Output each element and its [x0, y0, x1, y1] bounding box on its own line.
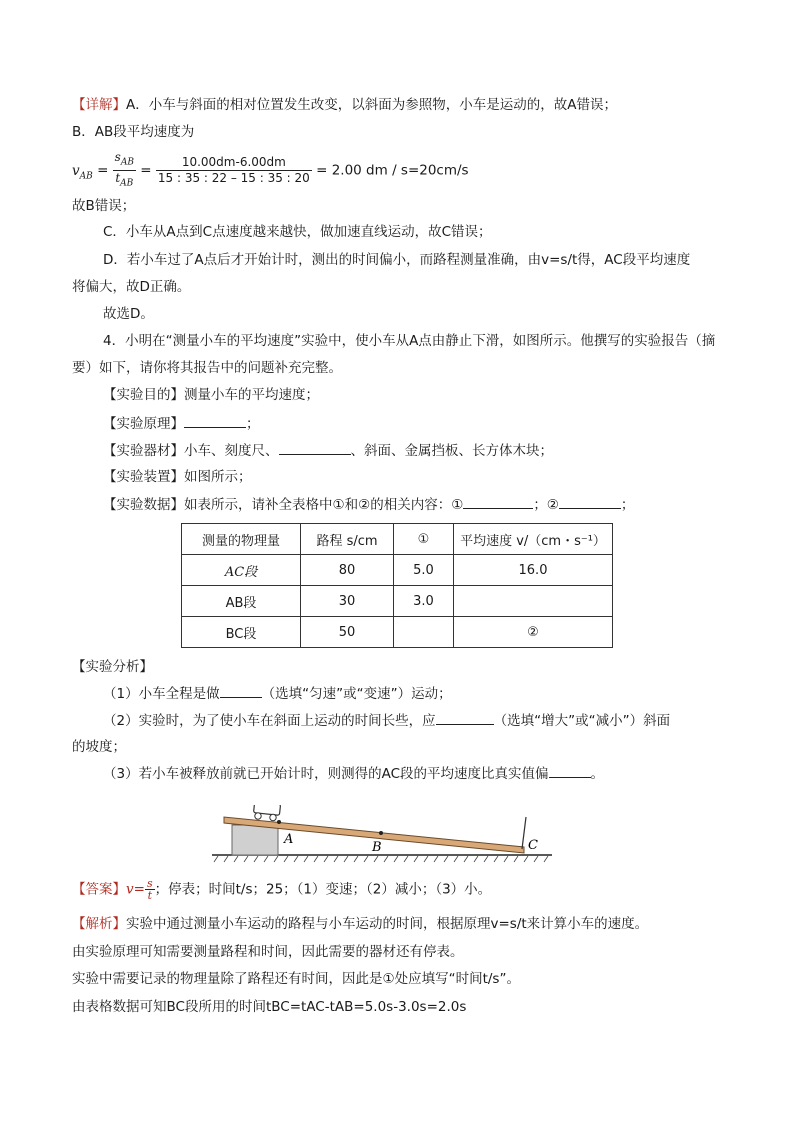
detail-c: C．小车从A点到C点速度越来越快，做加速直线运动，故C错误； [103, 224, 492, 240]
q4-a2-cont: 的坡度； [72, 739, 126, 755]
table-cell: 50 [301, 617, 394, 648]
analysis-l1 [72, 914, 648, 934]
table-cell: BC段 [182, 617, 301, 648]
data-blank-1 [463, 494, 533, 509]
q4-data-line: 【实验数据】如表所示，请补全表格中①和②的相关内容：① ；② ； [103, 494, 634, 515]
table-header: 平均速度 v/（cm・s⁻¹） [454, 524, 613, 555]
formula-result: = 2.00 dm / s=20cm/s [316, 162, 469, 179]
incline-figure [212, 805, 552, 867]
point-a-mark [277, 820, 281, 824]
detail-a [72, 95, 617, 115]
q4-device: 【实验装置】如图所示； [103, 469, 252, 485]
table-cell: 16.0 [454, 555, 613, 586]
a2-blank [436, 710, 494, 725]
a1-blank [220, 683, 262, 698]
q4-principle: 【实验原理】 ； [103, 413, 260, 434]
table-row [182, 617, 613, 648]
answer-tag: 【答案】 [72, 881, 126, 898]
analysis-l4: 由表格数据可知BC段所用的时间tBC=tAC-tAB=5.0s-3.0s=2.0s [72, 999, 467, 1015]
table-cell: 80 [301, 555, 394, 586]
table-header: 路程 s/cm [301, 524, 394, 555]
formula-lhs: $v_{AB}$ [72, 162, 93, 182]
q4-a2: （2）实验时，为了使小车在斜面上运动的时间长些，应 （选填“增大”或“减小”）斜面 [103, 710, 670, 731]
q4-a1: （1）小车全程是做 （选填“匀速”或“变速”）运动； [103, 683, 452, 704]
table-cell [394, 617, 454, 648]
answer-line [72, 878, 491, 901]
table-header: ① [394, 524, 454, 555]
metal-stopper [522, 817, 526, 849]
q4-intro-1: 4．小明在“测量小车的平均速度”实验中，使小车从A点由静止下滑，如图所示。他撰写的实验报告（摘 [103, 333, 716, 349]
formula-frac-values: $\frac{10.00dm-6.00dm}{15 : 35 : 22 - 15 : 35 : 20}$ [157, 155, 310, 186]
analysis-l3: 实验中需要记录的物理量除了路程还有时间，因此是①处应填写“时间t/s”。 [72, 971, 520, 987]
principle-blank [184, 413, 246, 428]
q4-analysis-heading: 【实验分析】 [72, 659, 153, 675]
analysis-l2: 由实验原理可知需要测量路程和时间，因此需要的器材还有停表。 [72, 944, 464, 960]
a3-blank [549, 763, 591, 778]
equipment-blank [279, 440, 351, 455]
table-header-row [182, 524, 613, 555]
point-b-mark [379, 831, 383, 835]
table-row [182, 586, 613, 617]
answer-text: ；停表；时间t/s；25；（1）变速；（2）减小；（3）小。 [154, 881, 492, 898]
analysis-l1-text: 实验中通过测量小车运动的路程与小车运动的时间，根据原理v=s/t来计算小车的速度。 [126, 916, 649, 932]
detail-b-head: B．AB段平均速度为 [72, 124, 195, 140]
formula: $v_{AB}$ = $\frac{s_{AB}}{t_{AB}}$ = $\frac{10.00dm-6.00dm}{15 : 35 : 22 - 15 : 35 : 20}$ = 2.00 dm / s=20cm/s [72, 150, 469, 192]
label-c: C [528, 838, 538, 853]
q4-equipment: 【实验器材】小车、刻度尺、 、斜面、金属挡板、长方体木块； [103, 440, 553, 461]
detail-tag: 【详解】 [72, 97, 126, 113]
cart [254, 805, 281, 821]
ground-hatching [214, 856, 548, 862]
detail-choose: 故选D。 [103, 306, 154, 322]
table-header: 测量的物理量 [182, 524, 301, 555]
detail-b-tail: 故B错误； [72, 198, 136, 214]
label-a: A [284, 832, 294, 847]
formula-frac-symbolic: $\frac{s_{AB}}{t_{AB}}$ [114, 150, 134, 189]
q4-purpose: 【实验目的】测量小车的平均速度； [103, 387, 319, 403]
label-b: B [372, 840, 382, 855]
answer-frac: $\frac{s}{t}$ [146, 877, 153, 902]
detail-d1: D．若小车过了A点后才开始计时，测出的时间偏小，而路程测量准确，由v=s/t得，AC段平均速度 [103, 252, 691, 268]
table-cell: ② [454, 617, 613, 648]
table-cell: 5.0 [394, 555, 454, 586]
detail-a-text: A．小车与斜面的相对位置发生改变，以斜面为参照物，小车是运动的，故A错误； [126, 97, 617, 113]
q4-intro-2: 要）如下，请你将其报告中的问题补充完整。 [72, 360, 342, 376]
table-row [182, 555, 613, 586]
detail-d2: 将偏大，故D正确。 [72, 279, 191, 295]
table-cell: 30 [301, 586, 394, 617]
table-cell: AC段 [182, 555, 301, 586]
analysis-tag: 【解析】 [72, 916, 126, 932]
table-cell: 3.0 [394, 586, 454, 617]
table-cell [454, 586, 613, 617]
table-cell: AB段 [182, 586, 301, 617]
q4-a3: （3）若小车被释放前就已开始计时，则测得的AC段的平均速度比真实值偏 。 [103, 763, 604, 784]
wooden-block [232, 825, 278, 855]
data-blank-2 [559, 494, 621, 509]
data-table [181, 523, 613, 648]
answer-v: v= [126, 881, 145, 898]
